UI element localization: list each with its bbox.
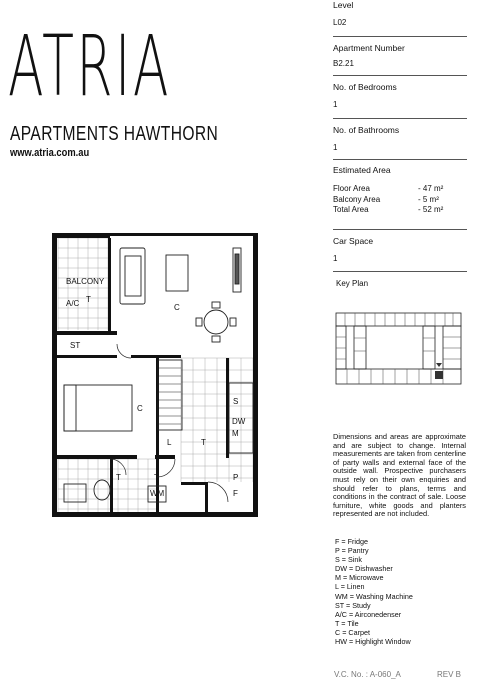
legend-item: S = Sink — [335, 555, 362, 565]
plan-label-linen: L — [167, 438, 172, 447]
legend-item: A/C = Airconedenser — [335, 609, 402, 619]
legend-item: P = Pantry — [335, 546, 369, 556]
divider — [333, 229, 467, 230]
area-row — [333, 184, 466, 195]
area-label: Estimated Area — [333, 165, 391, 175]
bathrooms-label: No. of Bathrooms — [333, 125, 400, 135]
area-name: Floor Area — [333, 184, 370, 193]
divider — [333, 118, 467, 119]
footer-reference: V.C. No. : A-060_A — [334, 670, 401, 679]
bathrooms-section — [333, 125, 466, 152]
area-name: Balcony Area — [333, 194, 381, 204]
legend-item: WM = Washing Machine — [335, 591, 413, 601]
plan-label-fridge: F — [233, 489, 238, 498]
logo-title: ATRIA — [8, 17, 171, 115]
bedrooms-section — [333, 82, 466, 109]
car-space-label: Car Space — [333, 236, 374, 246]
car-space-value: 1 — [333, 254, 338, 263]
legend-item: DW = Dishwasher — [335, 564, 393, 574]
plan-label-microwave: M — [232, 429, 239, 438]
area-section — [333, 165, 466, 216]
key-plan-label: Key Plan — [336, 279, 369, 288]
legend-item: C = Carpet — [335, 627, 370, 637]
area-row — [333, 205, 466, 216]
area-value: - 52 m² — [418, 205, 444, 214]
disclaimer-text: Dimensions and areas are approximate and are subject to change. Internal measurements are taken from centerline of party walls and external face of the outside wall. Prospective purchasers must rely on their own enquiries and should refer to plans, terms and conditions in the contract of sale. Loose furniture, white goods and planters represented are not included. — [333, 432, 466, 519]
car-space-section — [333, 236, 466, 263]
logo-url: www.atria.com.au — [10, 147, 90, 159]
plan-label-tile: T — [116, 473, 121, 482]
level-value: L02 — [333, 18, 347, 27]
plan-label-balcony: BALCONY — [66, 277, 105, 286]
plan-label-tile: T — [86, 295, 91, 304]
legend-item: HW = Highlight Window — [335, 637, 411, 647]
area-name: Total Area — [333, 205, 369, 214]
plan-label-carpet: C — [174, 303, 180, 312]
divider — [333, 271, 467, 272]
divider — [333, 75, 467, 76]
plan-label-ac: A/C — [66, 299, 80, 308]
plan-label-study: ST — [70, 341, 81, 350]
floor-plan — [50, 228, 260, 520]
divider — [333, 36, 467, 37]
legend — [335, 537, 465, 646]
plan-label-tile: T — [201, 438, 206, 447]
divider — [333, 159, 467, 160]
level-section — [333, 0, 466, 27]
plan-label-pantry: P — [233, 473, 239, 482]
legend-item: ST = Study — [335, 600, 371, 610]
plan-label-sink: S — [233, 397, 239, 406]
legend-item: M = Microwave — [335, 573, 384, 583]
key-plan-image — [335, 311, 462, 386]
bedrooms-label: No. of Bedrooms — [333, 82, 397, 92]
plan-label-dishwasher: DW — [232, 417, 246, 426]
plan-label-carpet: C — [137, 404, 143, 413]
apartment-number-section — [333, 43, 466, 68]
area-value: - 5 m² — [418, 194, 439, 204]
area-row — [333, 195, 466, 206]
logo-subtitle: APARTMENTS HAWTHORN — [10, 123, 219, 145]
area-value: - 47 m² — [418, 184, 444, 193]
legend-item: T = Tile — [335, 618, 359, 628]
legend-item: F = Fridge — [335, 537, 368, 546]
apartment-number-value: B2.21 — [333, 59, 354, 68]
footer-revision: REV B — [437, 670, 462, 679]
apartment-number-label: Apartment Number — [333, 43, 405, 53]
bedrooms-value: 1 — [333, 100, 338, 109]
level-label: Level — [333, 0, 354, 10]
plan-label-tile: T — [154, 473, 159, 482]
plan-label-washing-machine: WM — [150, 489, 165, 498]
legend-item: L = Linen — [335, 582, 365, 592]
bathrooms-value: 1 — [333, 143, 338, 152]
